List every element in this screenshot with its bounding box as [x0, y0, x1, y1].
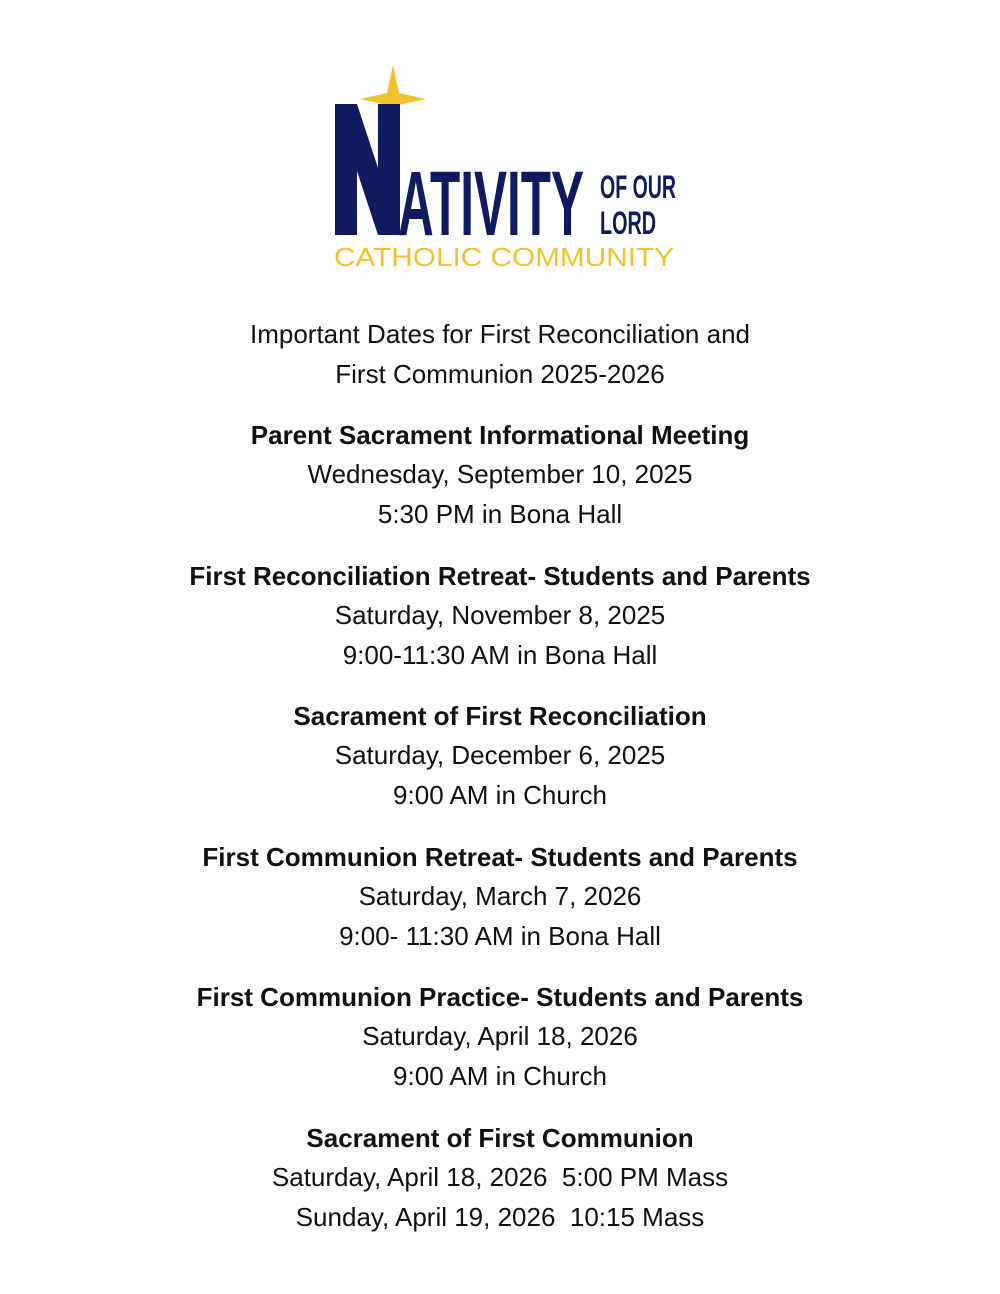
intro-line-1: Important Dates for First Reconciliation and [250, 319, 750, 349]
event-title: Parent Sacrament Informational Meeting [250, 420, 750, 450]
event-communion-retreat [0, 838, 1000, 979]
event-time-location: 9:00 AM in Church [393, 1061, 607, 1091]
intro-heading [0, 314, 1000, 394]
event-time-location: 5:30 PM in Bona Hall [377, 499, 623, 529]
logo-graphic [330, 60, 680, 275]
logo-lord: LORD [600, 205, 656, 241]
event-date: Saturday, April 18, 2026 [362, 1021, 638, 1051]
nativity-logo [330, 60, 680, 275]
event-time-location: 9:00 AM in Church [393, 780, 607, 810]
intro-line-2: First Communion 2025-2026 [335, 359, 665, 389]
event-list [0, 416, 1000, 1259]
event-date: Wednesday, September 10, 2025 [307, 459, 693, 489]
event-time-location: 9:00- 11:30 AM in Bona Hall [339, 920, 661, 951]
event-mass-saturday: Saturday, April 18, 2026 5:00 PM Mass [271, 1161, 729, 1192]
event-first-communion [0, 1119, 1000, 1260]
logo-word-ativity: ATIVITY [398, 153, 584, 255]
event-reconciliation-retreat [0, 557, 1000, 698]
logo-of-our: OF OUR [600, 169, 676, 205]
event-time-location: 9:00-11:30 AM in Bona Hall [342, 639, 658, 670]
event-title: Sacrament of First Reconciliation [293, 701, 707, 731]
event-date: Saturday, November 8, 2025 [334, 599, 666, 630]
event-communion-practice [0, 978, 1000, 1119]
event-date: Saturday, March 7, 2026 [358, 880, 642, 911]
event-title: First Communion Retreat- Students and Parents [202, 841, 798, 872]
event-mass-sunday: Sunday, April 19, 2026 10:15 Mass [295, 1201, 705, 1232]
event-date: Saturday, December 6, 2025 [334, 740, 666, 770]
logo-letter-n [335, 104, 400, 235]
event-first-reconciliation [0, 697, 1000, 838]
event-title: First Reconciliation Retreat- Students and Parents [189, 560, 811, 591]
event-parent-meeting [0, 416, 1000, 557]
logo-tagline: CATHOLIC COMMUNITY [334, 242, 674, 272]
event-title: Sacrament of First Communion [306, 1122, 694, 1153]
event-title: First Communion Practice- Students and Parents [196, 982, 804, 1012]
